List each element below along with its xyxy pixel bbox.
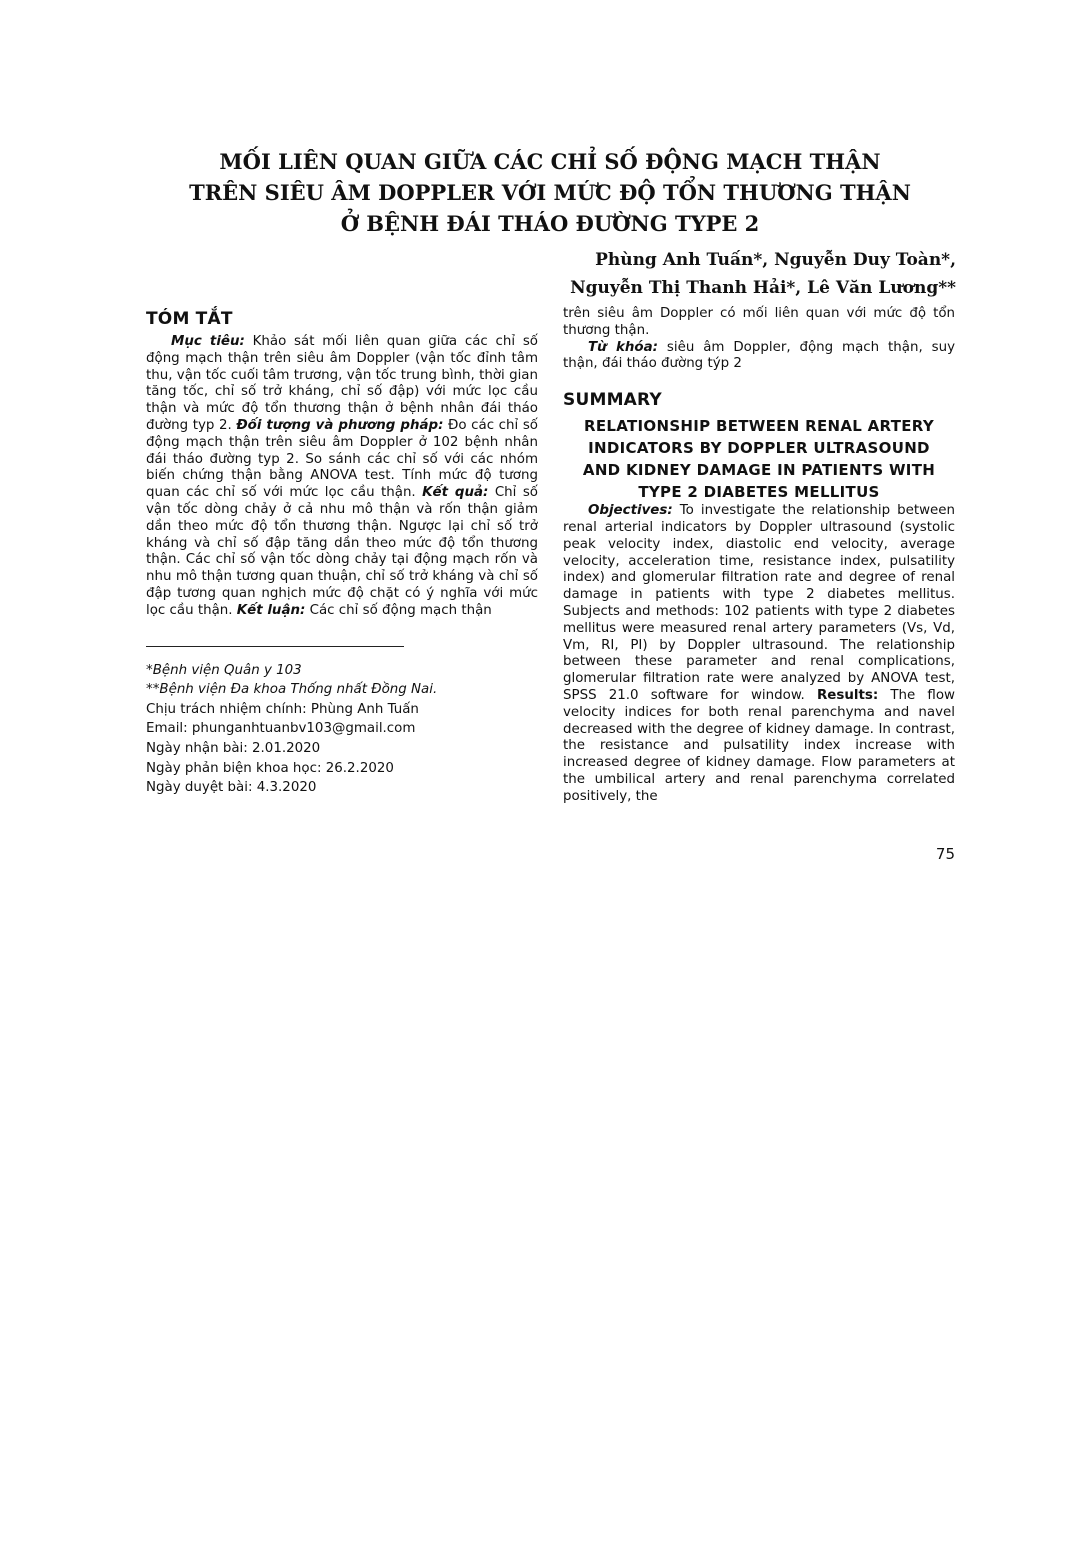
conclusion-continued: trên siêu âm Doppler có mối liên quan với mức độ tổn thương thận. bbox=[563, 306, 955, 338]
footnotes bbox=[146, 661, 538, 798]
page-number: 75 bbox=[935, 845, 955, 863]
conclusion-text: Các chỉ số động mạch thận bbox=[305, 602, 492, 618]
title-line-2: TRÊN SIÊU ÂM DOPPLER VỚI MỨC ĐỘ TỔN THƯƠNG THẬN bbox=[189, 180, 911, 205]
keywords-label: Từ khóa: bbox=[588, 339, 658, 355]
approval-date: Ngày duyệt bài: 4.3.2020 bbox=[146, 780, 317, 796]
affiliation-1: *Bệnh viện Quân y 103 bbox=[146, 662, 302, 678]
article-title bbox=[150, 146, 950, 239]
objective-label: Mục tiêu: bbox=[171, 334, 245, 349]
objectives-label: Objectives: bbox=[588, 503, 673, 519]
summary-en-abstract bbox=[563, 503, 955, 805]
english-title-line-3: AND KIDNEY DAMAGE IN PATIENTS WITH bbox=[582, 461, 936, 480]
keywords-text: siêu âm Doppler, động mạch thận, suy thận, đái tháo đường týp 2 bbox=[563, 339, 956, 372]
conclusion-label: Kết luận: bbox=[236, 602, 306, 618]
english-title-line-4: TYPE 2 DIABETES MELLITUS bbox=[638, 483, 880, 502]
results-text: Chỉ số vận tốc dòng chảy ở cả nhu mô thận và rốn thận giảm dần theo mức độ tổn thương thận. Ngược lại chỉ số trở kháng và chỉ số đập tăng dần theo mức độ tổn thương thận. Các chỉ số vận tốc dòng chảy tại động mạch rốn và nhu mô thận tương quan thuận, chỉ số trở kháng và chỉ số đập tương quan nghịch mức độ chặt có ý nghĩa với mức lọc cầu thận. bbox=[146, 485, 538, 618]
results-en-text: The flow velocity indices for both renal parenchyma and navel decreased with the degree of kidney damage. In contrast, the resistance and pulsatility index increase with increased degree of kidney damage. Flow parameters at the umbilical artery and renal parenchyma correlated positively, the bbox=[563, 687, 956, 804]
keywords bbox=[563, 340, 955, 374]
methods-label: Đối tượng và phương pháp: bbox=[236, 417, 444, 433]
footnote-divider bbox=[146, 646, 404, 647]
title-line-3: Ở BỆNH ĐÁI THÁO ĐƯỜNG TYPE 2 bbox=[340, 211, 760, 236]
received-date: Ngày nhận bài: 2.01.2020 bbox=[146, 740, 321, 756]
authors-line-1: Phùng Anh Tuấn*, Nguyễn Duy Toàn*, bbox=[595, 250, 956, 270]
objectives-text: To investigate the relationship between renal arterial indicators by Doppler ultrasound (systolic peak velocity index, diastolic end velocity, average velocity, acceleration time, resistance index, pulsatility index) and glomerular filtration rate and degree of renal damage in patients with type 2 diabetes mellitus. Subjects and methods: 102 patients with type 2 diabetes mellitus were measured renal artery parameters (Vs, Vd, Vm, RI, PI) by Doppler ultrasound. The relationship between these parameter and renal complications, glomerular filtration rate were analyzed by ANOVA test, SPSS 21.0 software for window. bbox=[563, 503, 955, 703]
contact-email: Email: phunganhtuanbv103@gmail.com bbox=[146, 721, 416, 737]
affiliation-2: **Bệnh viện Đa khoa Thống nhất Đồng Nai. bbox=[146, 682, 438, 698]
methods-text: Đo các chỉ số động mạch thận trên siêu âm Doppler ở 102 bệnh nhân đái tháo đường typ 2. So sánh các chỉ số với các nhóm biến chứng thận bằng ANOVA test. Tính mức độ tương quan các chỉ số với mức lọc cầu thận. bbox=[146, 417, 538, 501]
results-en-label: Results: bbox=[816, 687, 879, 703]
english-title bbox=[563, 415, 955, 503]
results-label: Kết quả: bbox=[422, 485, 489, 501]
objective-text: Khảo sát mối liên quan giữa các chỉ số động mạch thận trên siêu âm Doppler (vận tốc đỉnh tâm thu, vận tốc cuối tâm trương, vận tốc trung bình, thời gian tăng tốc, chỉ số trở kháng, chỉ số đập) với mức lọc cầu thận và mức độ tổn thương thận ở bệnh nhân đái tháo đường typ 2. bbox=[146, 334, 539, 433]
right-column bbox=[563, 306, 955, 806]
left-column bbox=[146, 308, 538, 798]
responsible-author: Chịu trách nhiệm chính: Phùng Anh Tuấn bbox=[146, 701, 419, 717]
summary-en-heading: SUMMARY bbox=[563, 390, 662, 411]
author-list bbox=[570, 246, 956, 302]
title-line-1: MỐI LIÊN QUAN GIỮA CÁC CHỈ SỐ ĐỘNG MẠCH THẬN bbox=[219, 149, 881, 174]
review-date: Ngày phản biện khoa học: 26.2.2020 bbox=[146, 760, 394, 776]
summary-vi-abstract bbox=[146, 334, 538, 620]
authors-line-2: Nguyễn Thị Thanh Hải*, Lê Văn Lương** bbox=[570, 278, 956, 298]
english-title-line-2: INDICATORS BY DOPPLER ULTRASOUND bbox=[588, 439, 930, 458]
summary-vi-heading: TÓM TẮT bbox=[146, 309, 233, 329]
english-title-line-1: RELATIONSHIP BETWEEN RENAL ARTERY bbox=[584, 417, 934, 436]
